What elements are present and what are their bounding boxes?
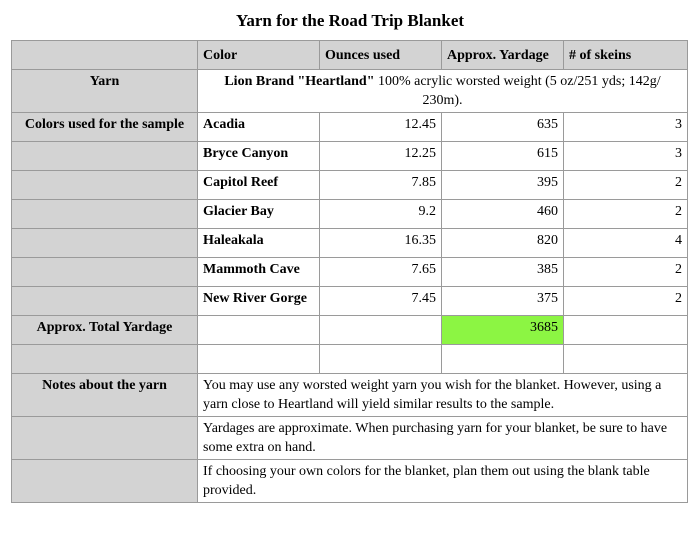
yarn-description: [198, 70, 688, 113]
table-row: [12, 142, 688, 171]
ounces-value: 9.2: [320, 200, 442, 229]
color-name: Bryce Canyon: [198, 142, 320, 171]
yardage-value: 395: [442, 171, 564, 200]
ounces-value: 7.45: [320, 287, 442, 316]
skeins-value: 4: [564, 229, 688, 258]
side-cell-empty: [12, 345, 198, 374]
table-row: [12, 113, 688, 142]
yarn-desc: 100% acrylic worsted weight (5 oz/251 yds; 142g/ 230m).: [374, 74, 661, 108]
color-name: Capitol Reef: [198, 171, 320, 200]
total-row: [12, 316, 688, 345]
color-name: Mammoth Cave: [198, 258, 320, 287]
notes-row: [12, 374, 688, 417]
table-row: [12, 229, 688, 258]
side-cell-empty: [12, 229, 198, 258]
ounces-value: 7.65: [320, 258, 442, 287]
colors-label: Colors used for the sample: [12, 113, 198, 142]
header-cell-empty: [12, 41, 198, 70]
skeins-value: 2: [564, 171, 688, 200]
empty-cell: [320, 345, 442, 374]
color-name: Acadia: [198, 113, 320, 142]
color-name: Haleakala: [198, 229, 320, 258]
note-text: You may use any worsted weight yarn you wish for the blanket. However, using a yarn close to Heartland will yield similar results to the sample.: [198, 374, 688, 417]
header-yardage: Approx. Yardage: [442, 41, 564, 70]
color-name: Glacier Bay: [198, 200, 320, 229]
color-name: New River Gorge: [198, 287, 320, 316]
notes-label: Notes about the yarn: [12, 374, 198, 417]
yardage-value: 820: [442, 229, 564, 258]
side-cell-empty: [12, 287, 198, 316]
skeins-value: 3: [564, 142, 688, 171]
side-cell-empty: [12, 171, 198, 200]
empty-cell: [198, 345, 320, 374]
empty-cell: [564, 345, 688, 374]
total-label: Approx. Total Yardage: [12, 316, 198, 345]
side-cell-empty: [12, 200, 198, 229]
yarn-label: Yarn: [12, 70, 198, 113]
note-text: Yardages are approximate. When purchasing yarn for your blanket, be sure to have some extra on hand.: [198, 417, 688, 460]
yarn-name: Lion Brand "Heartland": [224, 74, 375, 89]
ounces-value: 7.85: [320, 171, 442, 200]
yardage-value: 635: [442, 113, 564, 142]
notes-row: [12, 460, 688, 503]
empty-cell: [442, 345, 564, 374]
side-cell-empty: [12, 417, 198, 460]
side-cell-empty: [12, 460, 198, 503]
ounces-value: 12.25: [320, 142, 442, 171]
skeins-value: 3: [564, 113, 688, 142]
skeins-value: 2: [564, 287, 688, 316]
side-cell-empty: [12, 142, 198, 171]
yardage-value: 615: [442, 142, 564, 171]
yarn-table: [11, 40, 688, 503]
yardage-value: 385: [442, 258, 564, 287]
note-text: If choosing your own colors for the blanket, plan them out using the blank table provided.: [198, 460, 688, 503]
header-ounces: Ounces used: [320, 41, 442, 70]
empty-cell: [320, 316, 442, 345]
notes-row: [12, 417, 688, 460]
skeins-value: 2: [564, 258, 688, 287]
table-row: [12, 171, 688, 200]
page-title: Yarn for the Road Trip Blanket: [235, 11, 465, 30]
table-row: [12, 287, 688, 316]
table-row: [12, 258, 688, 287]
header-row: [12, 41, 688, 70]
yardage-value: 375: [442, 287, 564, 316]
blank-row: [12, 345, 688, 374]
side-cell-empty: [12, 258, 198, 287]
empty-cell: [564, 316, 688, 345]
total-yardage: 3685: [442, 316, 564, 345]
yardage-value: 460: [442, 200, 564, 229]
table-row: [12, 200, 688, 229]
ounces-value: 16.35: [320, 229, 442, 258]
skeins-value: 2: [564, 200, 688, 229]
header-skeins: # of skeins: [564, 41, 688, 70]
header-color: Color: [198, 41, 320, 70]
empty-cell: [198, 316, 320, 345]
ounces-value: 12.45: [320, 113, 442, 142]
yarn-row: [12, 70, 688, 113]
